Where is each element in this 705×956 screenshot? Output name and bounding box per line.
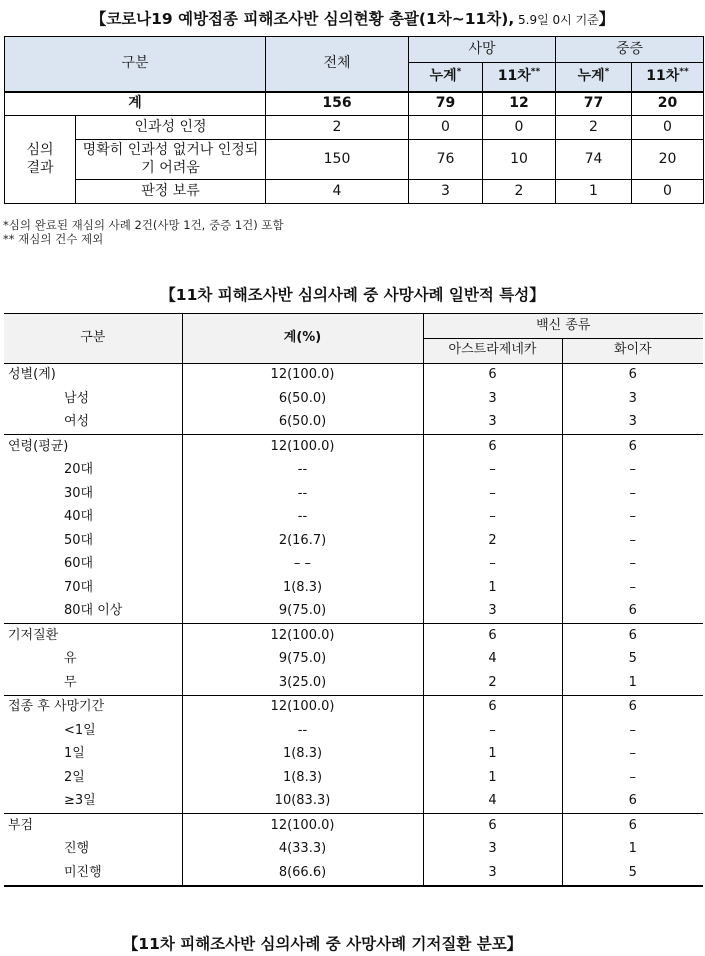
- table-row: [4, 506, 703, 530]
- cell-total: 6(50.0): [182, 387, 423, 411]
- cell-total: 1(8.3): [182, 743, 423, 767]
- cell-astrazeneca: –: [423, 719, 562, 743]
- indent-cell: [4, 766, 64, 790]
- cell-total: 10(83.3): [182, 790, 423, 814]
- cell-astrazeneca: 6: [423, 435, 562, 459]
- header-total: 전체: [266, 37, 409, 92]
- cell-astrazeneca: 2: [423, 529, 562, 553]
- cell-pfizer: 6: [562, 695, 703, 719]
- cell-pfizer: –: [562, 766, 703, 790]
- cell-pfizer: –: [562, 553, 703, 577]
- cell: 0: [632, 180, 704, 204]
- cell-astrazeneca: 4: [423, 790, 562, 814]
- table-row: [4, 719, 703, 743]
- cell-total: 12(100.0): [182, 624, 423, 648]
- cell-astrazeneca: –: [423, 459, 562, 483]
- header-death: 사망: [409, 37, 556, 63]
- cell-total: 6(50.0): [182, 411, 423, 435]
- cell-astrazeneca: 1: [423, 743, 562, 767]
- cell-total: 12(100.0): [182, 814, 423, 838]
- cell-pfizer: –: [562, 459, 703, 483]
- table-row: [4, 790, 703, 814]
- review-summary-table: [4, 36, 704, 204]
- cell-pfizer: 6: [562, 624, 703, 648]
- cell-astrazeneca: 3: [423, 411, 562, 435]
- cell: 2: [556, 116, 632, 140]
- footnote: ** 재심의 건수 제외: [3, 232, 104, 246]
- row-label: 판정 보류: [76, 180, 266, 204]
- cell: 1: [556, 180, 632, 204]
- cell-pfizer: 6: [562, 814, 703, 838]
- cell-total: 12(100.0): [182, 695, 423, 719]
- cell: 10: [483, 140, 556, 180]
- indent-cell: [4, 576, 64, 600]
- indent-cell: [4, 719, 64, 743]
- header-gubun: 구분: [4, 314, 182, 364]
- table-row: [4, 576, 703, 600]
- table-row: [5, 116, 704, 140]
- table-row: [4, 838, 703, 862]
- table-row: [4, 411, 703, 435]
- cell: 4: [266, 180, 409, 204]
- cell-astrazeneca: 3: [423, 600, 562, 624]
- cell-pfizer: 3: [562, 387, 703, 411]
- indent-cell: [4, 459, 64, 483]
- cell: 0: [483, 116, 556, 140]
- group-label: 부검: [4, 814, 182, 838]
- table-row: [4, 600, 703, 624]
- group-label: 기저질환: [4, 624, 182, 648]
- cell-total: 1(8.3): [182, 576, 423, 600]
- cell-astrazeneca: 6: [423, 363, 562, 387]
- cell-pfizer: 6: [562, 435, 703, 459]
- row-label: <1일: [64, 719, 182, 743]
- group-label: 접종 후 사망기간: [4, 695, 182, 719]
- total-death-cum: 79: [409, 92, 483, 116]
- table-row: [4, 766, 703, 790]
- cell-total: 1(8.3): [182, 766, 423, 790]
- cell-pfizer: 6: [562, 363, 703, 387]
- table-row: [4, 482, 703, 506]
- table-row: [4, 648, 703, 672]
- cell: 3: [409, 180, 483, 204]
- cell-total: 8(66.6): [182, 861, 423, 886]
- cell: 74: [556, 140, 632, 180]
- table-row: [4, 743, 703, 767]
- cell-pfizer: –: [562, 576, 703, 600]
- cell-total: 4(33.3): [182, 838, 423, 862]
- cell-pfizer: 1: [562, 838, 703, 862]
- cell-pfizer: –: [562, 529, 703, 553]
- cell: 76: [409, 140, 483, 180]
- row-label: 진행: [64, 838, 182, 862]
- row-label: 명확히 인과성 없거나 인정되기 어려움: [76, 140, 266, 180]
- cell-astrazeneca: 6: [423, 814, 562, 838]
- cell: 20: [632, 140, 704, 180]
- cell: 0: [409, 116, 483, 140]
- footnote: *심의 완료된 재심의 사례 2건(사망 1건, 중증 1건) 포함: [3, 218, 284, 232]
- cell-astrazeneca: 6: [423, 624, 562, 648]
- cell-total: 12(100.0): [182, 363, 423, 387]
- row-label: 40대: [64, 506, 182, 530]
- group-row: [4, 624, 703, 648]
- cell-astrazeneca: –: [423, 506, 562, 530]
- row-label: 30대: [64, 482, 182, 506]
- header-severe: 중증: [556, 37, 704, 63]
- group-label: 연령(평균): [4, 435, 182, 459]
- cell-total: --: [182, 506, 423, 530]
- indent-cell: [4, 553, 64, 577]
- indent-cell: [4, 387, 64, 411]
- group-row: [4, 695, 703, 719]
- row-label: 무: [64, 671, 182, 695]
- group-label-review-result: 심의 결과: [5, 116, 76, 204]
- header-pfizer: 화이자: [562, 338, 703, 363]
- row-label: 미진행: [64, 861, 182, 886]
- total-severe-cum: 77: [556, 92, 632, 116]
- cell-astrazeneca: 1: [423, 766, 562, 790]
- cell-pfizer: 3: [562, 411, 703, 435]
- group-row: [4, 435, 703, 459]
- summary-title-date: 5.9일 0시 기준: [514, 13, 599, 27]
- cell-pfizer: –: [562, 743, 703, 767]
- group-label: 성별(계): [4, 363, 182, 387]
- cell-pfizer: 5: [562, 861, 703, 886]
- death-characteristics-title: 【11차 피해조사반 심의사례 중 사망사례 일반적 특성】: [160, 286, 545, 304]
- indent-cell: [4, 411, 64, 435]
- table-row: [4, 387, 703, 411]
- group-row: [4, 363, 703, 387]
- indent-cell: [4, 529, 64, 553]
- cell-astrazeneca: –: [423, 553, 562, 577]
- indent-cell: [4, 790, 64, 814]
- indent-cell: [4, 648, 64, 672]
- cell-total: – –: [182, 553, 423, 577]
- total-severe-round: 20: [632, 92, 704, 116]
- cell-total: --: [182, 719, 423, 743]
- total-row: [5, 92, 704, 116]
- row-label: 인과성 인정: [76, 116, 266, 140]
- cell-total: 2(16.7): [182, 529, 423, 553]
- cell-pfizer: 6: [562, 790, 703, 814]
- row-label: 1일: [64, 743, 182, 767]
- indent-cell: [4, 838, 64, 862]
- header-gubun: 구분: [5, 37, 266, 92]
- row-label: 여성: [64, 411, 182, 435]
- cell-pfizer: –: [562, 506, 703, 530]
- header-vaccine-type: 백신 종류: [423, 314, 703, 339]
- footnotes: [3, 218, 284, 246]
- table-row: [5, 180, 704, 204]
- cell-total: --: [182, 482, 423, 506]
- total-death-round: 12: [483, 92, 556, 116]
- cell-astrazeneca: 3: [423, 387, 562, 411]
- cell-pfizer: 5: [562, 648, 703, 672]
- cell: 150: [266, 140, 409, 180]
- cell-astrazeneca: –: [423, 482, 562, 506]
- row-label: 2일: [64, 766, 182, 790]
- indent-cell: [4, 506, 64, 530]
- cell-pfizer: 1: [562, 671, 703, 695]
- header-astrazeneca: 아스트라제네카: [423, 338, 562, 363]
- underlying-disease-title: 【11차 피해조사반 심의사례 중 사망사례 기저질환 분포】: [122, 935, 523, 953]
- row-label: 20대: [64, 459, 182, 483]
- cell-pfizer: –: [562, 719, 703, 743]
- death-characteristics-table: [4, 313, 703, 887]
- total-all: 156: [266, 92, 409, 116]
- cell-total: 3(25.0): [182, 671, 423, 695]
- cell: 0: [632, 116, 704, 140]
- cell-astrazeneca: 3: [423, 861, 562, 886]
- cell-total: 12(100.0): [182, 435, 423, 459]
- header-severe-cum: 누계*: [556, 63, 632, 92]
- row-label: 80대 이상: [64, 600, 182, 624]
- cell-astrazeneca: 6: [423, 695, 562, 719]
- table-row: [5, 140, 704, 180]
- header-death-cum: 누계*: [409, 63, 483, 92]
- cell-astrazeneca: 3: [423, 838, 562, 862]
- cell: 2: [483, 180, 556, 204]
- indent-cell: [4, 671, 64, 695]
- cell-astrazeneca: 1: [423, 576, 562, 600]
- row-label: ≥3일: [64, 790, 182, 814]
- cell-total: --: [182, 459, 423, 483]
- header-total-pct: 계(%): [182, 314, 423, 364]
- cell-total: 9(75.0): [182, 648, 423, 672]
- table-row: [4, 671, 703, 695]
- indent-cell: [4, 600, 64, 624]
- cell-astrazeneca: 2: [423, 671, 562, 695]
- indent-cell: [4, 861, 64, 886]
- cell-pfizer: 6: [562, 600, 703, 624]
- header-severe-round: 11차**: [632, 63, 704, 92]
- cell: 2: [266, 116, 409, 140]
- group-row: [4, 814, 703, 838]
- row-label: 유: [64, 648, 182, 672]
- row-label: 70대: [64, 576, 182, 600]
- total-label: 계: [5, 92, 266, 116]
- summary-title-close: 】: [598, 10, 615, 28]
- row-label: 남성: [64, 387, 182, 411]
- cell-total: 9(75.0): [182, 600, 423, 624]
- summary-title-main: 【코로나19 예방접종 피해조사반 심의현황 총괄(1차~11차),: [90, 10, 515, 28]
- cell-pfizer: –: [562, 482, 703, 506]
- indent-cell: [4, 743, 64, 767]
- summary-title: [0, 7, 705, 29]
- table-row: [4, 553, 703, 577]
- row-label: 50대: [64, 529, 182, 553]
- header-death-round: 11차**: [483, 63, 556, 92]
- row-label: 60대: [64, 553, 182, 577]
- table-row: [4, 459, 703, 483]
- table-row: [4, 529, 703, 553]
- table-row: [4, 861, 703, 886]
- cell-astrazeneca: 4: [423, 648, 562, 672]
- indent-cell: [4, 482, 64, 506]
